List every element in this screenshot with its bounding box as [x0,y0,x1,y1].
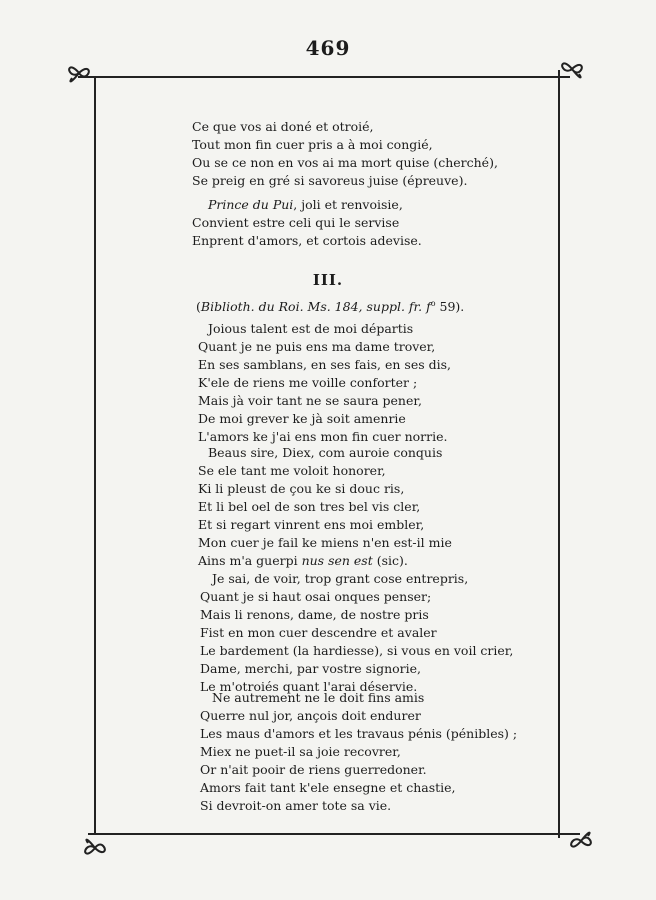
manuscript-reference [196,296,464,315]
frame-bottom-rule [88,833,580,835]
verse-line: De moi grever ke jà soit amenrie [198,411,406,426]
ornament-top-left-icon [66,60,92,86]
frame-right-rule [558,70,560,838]
verse-line: Les maus d'amors et les travaus pénis (pénibles) ; [200,726,518,741]
source-close: 59). [435,299,465,315]
verse-line: Fist en mon cuer descendre et avaler [200,625,437,640]
verse-line: Quant je ne puis ens ma dame trover, [198,339,436,354]
verse-line: Se preig en gré si savoreus juise (épreuve). [192,173,468,188]
verse-line: Or n'ait pooir de riens guerredoner. [200,762,427,777]
verse-line: Querre nul jor, ançois doit endurer [200,708,421,723]
verse-line: K'ele de riens me voille conforter ; [198,375,418,390]
source-open-paren: ( [196,299,201,315]
verse-line: Mais li renons, dame, de nostre pris [200,607,429,622]
ornament-top-right-icon [559,56,585,82]
ains-italic: nus sen est [301,553,373,568]
verse-line: Je sai, de voir, trop grant cose entrepris, [212,571,469,586]
verse-line: Le m'otroiés quant l'arai déservie. [200,679,418,694]
ains-prefix: Ains m'a guerpi [198,553,302,568]
verse-line: Le bardement (la hardiesse), si vous en voil crier, [200,643,514,658]
prince-du-pui: Prince du Pui [208,197,294,212]
page-number: 469 [305,36,351,60]
envoi-first-rest: , joli et renvoisie, [293,197,403,212]
verse-line: Miex ne puet-il sa joie recovrer, [200,744,401,759]
verse-line: En ses samblans, en ses fais, en ses dis, [198,357,452,372]
verse-line-ains [198,553,408,569]
verse-line: Et si regart vinrent ens moi embler, [198,517,425,532]
verse-line: Quant je si haut osai onques penser; [200,589,432,604]
verse-line: Et li bel oel de son tres bel vis cler, [198,499,421,514]
verse-line: Mon cuer je fail ke miens n'en est-il mie [198,535,452,550]
ornament-bottom-left-icon [82,835,108,861]
verse-line: Mais jà voir tant ne se saura pener, [198,393,422,408]
source-citation: Biblioth. du Roi. Ms. 184, suppl. fr. f [200,299,431,315]
verse-line: Se ele tant me voloit honorer, [198,463,386,478]
verse-line: Convient estre celi qui le servise [192,215,400,230]
frame-top-rule [78,76,570,78]
source-sup: o [430,299,436,308]
verse-line: Tout mon fin cuer pris a à moi congié, [192,137,433,152]
verse-line: Ki li pleust de çou ke si douc ris, [198,481,405,496]
frame-left-rule [94,76,96,835]
verse-line: Enprent d'amors, et cortois adevise. [192,233,422,248]
ains-suffix: (sic). [372,553,408,568]
verse-line: L'amors ke j'ai ens mon fin cuer norrie. [198,429,448,444]
verse-line: Joious talent est de moi départis [208,321,414,336]
verse-line: Beaus sire, Diex, com auroie conquis [208,445,443,460]
verse-line: Ce que vos ai doné et otroié, [192,119,374,134]
ornament-bottom-right-icon [568,828,594,854]
verse-line: Amors fait tant k'ele ensegne et chastie, [200,780,456,795]
section-numeral: III. [312,271,344,289]
verse-line: Dame, merchi, par vostre signorie, [200,661,422,676]
envoi-first-line [208,197,403,213]
verse-line: Si devroit-on amer tote sa vie. [200,798,392,813]
verse-line: Ne autrement ne le doit fins amis [212,690,425,705]
verse-line: Ou se ce non en vos ai ma mort quise (cherché), [192,155,498,170]
